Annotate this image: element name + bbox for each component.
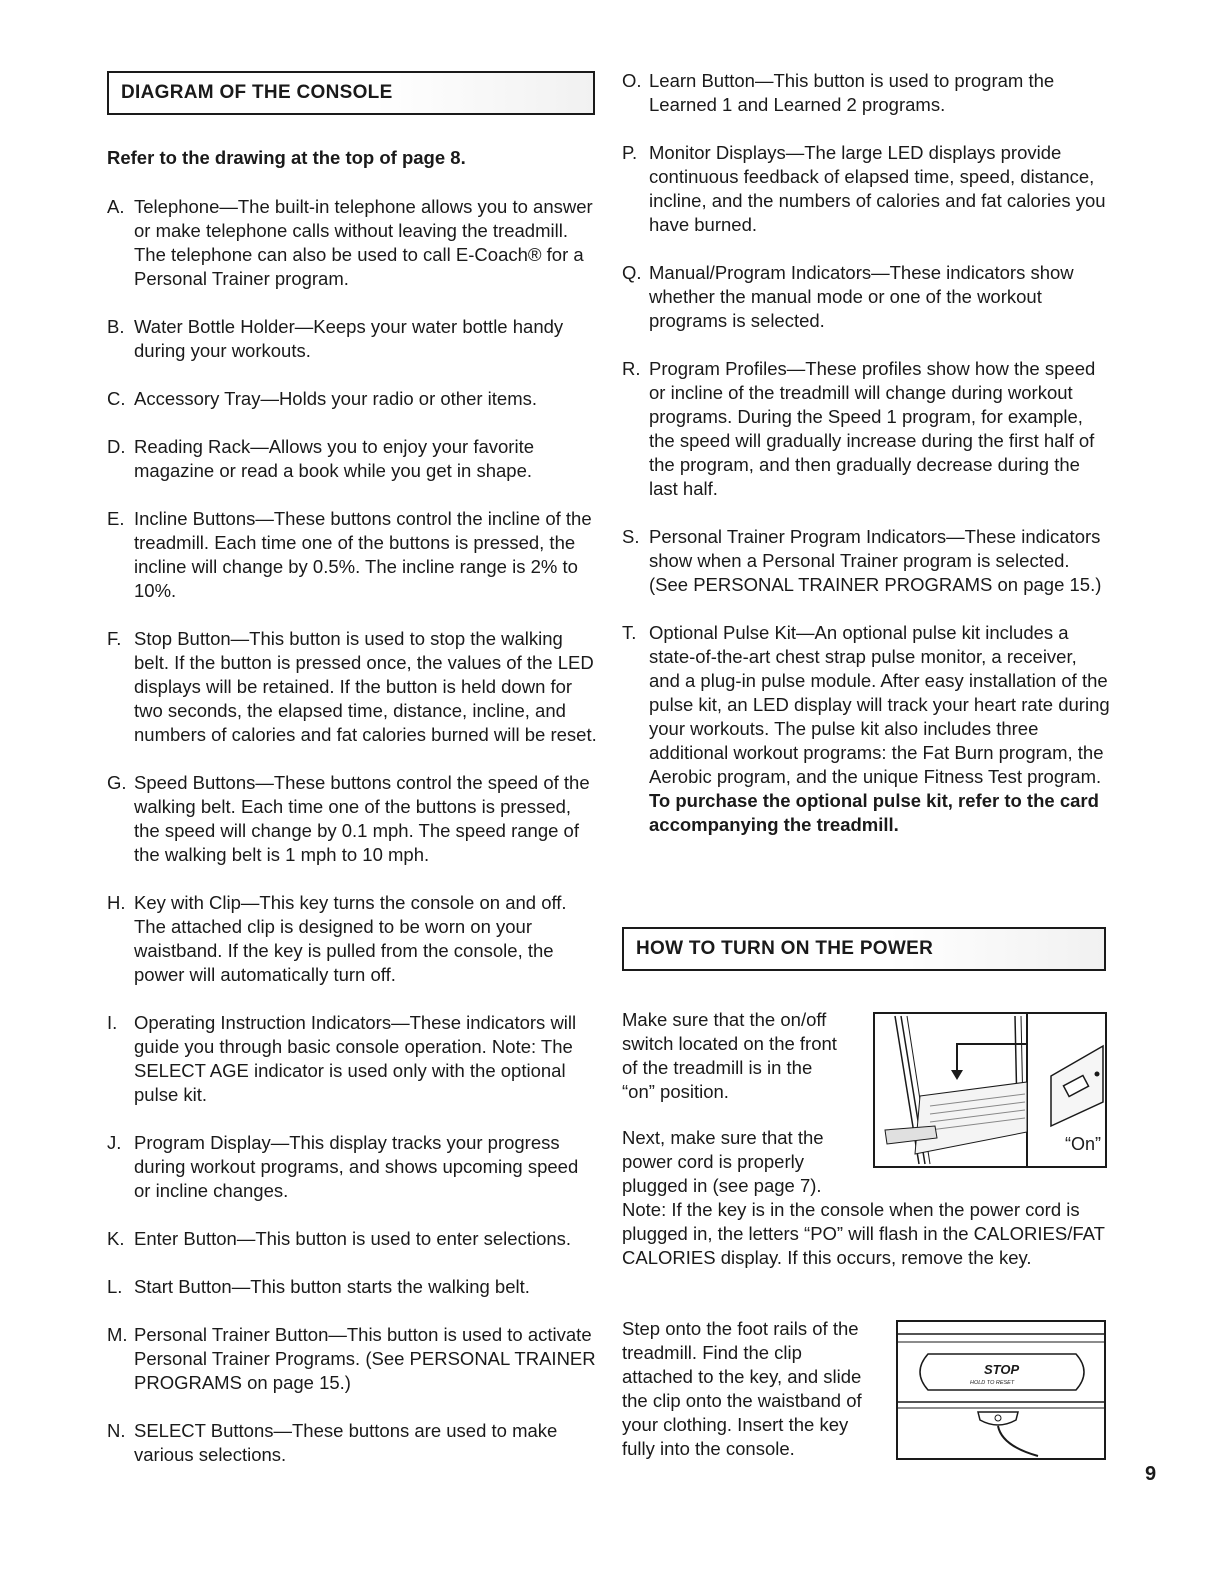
item-text — [134, 891, 599, 987]
item-letter: H. — [107, 892, 126, 913]
list-item — [107, 1275, 599, 1299]
item-body: Learn Button—This button is used to program the Learned 1 and Learned 2 programs. — [649, 70, 1055, 115]
item-text — [134, 627, 599, 747]
item-body: Water Bottle Holder—Keeps your water bottle handy during your workouts. — [134, 316, 564, 361]
list-item — [622, 357, 1112, 501]
list-item — [622, 525, 1112, 597]
item-body: Stop Button—This button is used to stop the walking belt. If the button is pressed once, the values of the LED displays will be retained. If the button is held down for two seconds, the elapsed time, distance, incline, and numbers of calories and fat calories burned will be reset. — [134, 628, 597, 745]
item-text — [134, 1323, 599, 1395]
list-item — [107, 627, 599, 747]
list-item — [107, 1131, 599, 1203]
section-title: HOW TO TURN ON THE POWER — [636, 938, 934, 959]
item-text — [134, 315, 599, 363]
item-body: Enter Button—This button is used to enter selections. — [134, 1228, 572, 1249]
list-item — [107, 315, 599, 363]
item-body: Incline Buttons—These buttons control the incline of the treadmill. Each time one of the buttons is pressed, the incline will change by 0.5%. The incline range is 2% to 10%. — [134, 508, 592, 601]
item-text — [649, 141, 1112, 237]
item-letter: D. — [107, 436, 126, 457]
section-header-power — [622, 927, 1106, 971]
stop-text: STOP — [984, 1362, 1020, 1377]
list-item — [107, 1419, 599, 1467]
item-text — [134, 1419, 599, 1467]
item-letter: C. — [107, 388, 126, 409]
item-text — [649, 525, 1112, 597]
item-text — [134, 435, 599, 483]
stop-subtext: HOLD TO RESET — [970, 1380, 1015, 1386]
list-item — [622, 69, 1112, 117]
section-header-diagram — [107, 71, 595, 115]
stop-key-illustration — [896, 1320, 1106, 1460]
list-item — [622, 141, 1112, 237]
item-body: Start Button—This button starts the walking belt. — [134, 1276, 530, 1297]
item-text — [649, 621, 1112, 837]
item-body: Accessory Tray—Holds your radio or other items. — [134, 388, 538, 409]
item-text — [134, 195, 599, 291]
item-letter: F. — [107, 628, 122, 649]
list-item — [107, 195, 599, 291]
stop-key-drawing — [898, 1322, 1104, 1458]
on-label: “On” — [1065, 1134, 1101, 1154]
power-note: Note: If the key is in the console when the power cord is plugged in, the letters “PO” will flash in the CALORIES/FAT CALORIES display. If this occurs, remove the key. — [622, 1199, 1105, 1268]
section-title: DIAGRAM OF THE CONSOLE — [121, 82, 393, 103]
item-letter: S. — [622, 526, 640, 547]
list-item — [622, 261, 1112, 333]
item-body: Monitor Displays—The large LED displays provide continuous feedback of elapsed time, speed, distance, incline, and the numbers of calories and fat calories you have burned. — [649, 142, 1106, 235]
item-bold-text: To purchase the optional pulse kit, refer to the card accompanying the treadmill. — [649, 790, 1099, 835]
item-letter: B. — [107, 316, 125, 337]
item-body: Personal Trainer Program Indicators—These indicators show when a Personal Trainer program is selected. (See PERSONAL TRAINER PROGRAMS on page 15.) — [649, 526, 1102, 595]
item-text — [649, 69, 1112, 117]
item-text — [134, 1227, 599, 1251]
item-letter: P. — [622, 142, 638, 163]
left-item-list — [107, 195, 599, 1491]
list-item — [107, 1011, 599, 1107]
on-switch-illustration — [873, 1012, 1107, 1168]
list-item — [107, 1227, 599, 1251]
item-body: Key with Clip—This key turns the console on and off. The attached clip is designed to be worn on your waistband. If the key is pulled from the console, the power will automatically turn off. — [134, 892, 567, 985]
item-body: Operating Instruction Indicators—These indicators will guide you through basic console operation. Note: The SELECT AGE indicator is used only with the optional pulse kit. — [134, 1012, 577, 1105]
item-text — [134, 1011, 599, 1107]
page-number: 9 — [1145, 1463, 1157, 1485]
item-body: SELECT Buttons—These buttons are used to make various selections. — [134, 1420, 558, 1465]
item-text — [134, 507, 599, 603]
item-text — [649, 357, 1112, 501]
item-letter: A. — [107, 196, 125, 217]
power-paragraph-2: Next, make sure that the power cord is properly plugged in (see page 7). — [622, 1127, 824, 1196]
item-letter: K. — [107, 1228, 125, 1249]
item-letter: E. — [107, 508, 125, 529]
item-body: Optional Pulse Kit—An optional pulse kit includes a state-of-the-art chest strap pulse monitor, a receiver, and a plug-in pulse module. After easy installation of the pulse kit, an LED display will track your heart rate during your workouts. The pulse kit also includes three additional workout programs: the Fat Burn program, the Aerobic program, and the unique Fitness Test program. — [649, 622, 1110, 787]
item-body: Manual/Program Indicators—These indicators show whether the manual mode or one of the workout programs is selected. — [649, 262, 1074, 331]
power-paragraph-1: Make sure that the on/off switch located on the front of the treadmill is in the “on” position. — [622, 1009, 837, 1102]
item-text — [134, 1131, 599, 1203]
item-letter: L. — [107, 1276, 123, 1297]
item-letter: Q. — [622, 262, 642, 283]
item-text — [649, 261, 1112, 333]
item-body: Telephone—The built-in telephone allows you to answer or make telephone calls without leaving the treadmill. The telephone can also be used to call E-Coach® for a Personal Trainer program. — [134, 196, 593, 289]
item-body: Speed Buttons—These buttons control the speed of the walking belt. Each time one of the buttons is pressed, the speed will change by 0.1 mph. The speed range of the walking belt is 1 mph to 10 mph. — [134, 772, 590, 865]
item-letter: O. — [622, 70, 642, 91]
list-item — [107, 435, 599, 483]
intro-text: Refer to the drawing at the top of page 8. — [107, 147, 466, 168]
list-item — [107, 891, 599, 987]
item-text — [134, 1275, 599, 1299]
item-letter: N. — [107, 1420, 126, 1441]
right-item-list — [622, 69, 1112, 861]
item-body: Program Profiles—These profiles show how the speed or incline of the treadmill will change during workout programs. During the Speed 1 program, for example, the speed will gradually increase during the first half of the program, and then gradually decrease during the last half. — [649, 358, 1096, 499]
item-letter: I. — [107, 1012, 118, 1033]
treadmill-switch-drawing — [875, 1014, 1105, 1166]
list-item — [107, 771, 599, 867]
list-item — [107, 1323, 599, 1395]
item-letter: J. — [107, 1132, 122, 1153]
item-body: Personal Trainer Button—This button is used to activate Personal Trainer Programs. (See PERSONAL TRAINER PROGRAMS on page 15.) — [134, 1324, 596, 1393]
item-letter: T. — [622, 622, 637, 643]
power-paragraph-4: Step onto the foot rails of the treadmill. Find the clip attached to the key, and slide the clip onto the waistband of your clothing. Insert the key fully into the console. — [622, 1318, 862, 1459]
item-letter: R. — [622, 358, 641, 379]
item-text — [134, 771, 599, 867]
list-item — [622, 621, 1112, 837]
item-body: Program Display—This display tracks your progress during workout programs, and shows upcoming speed or incline changes. — [134, 1132, 579, 1201]
item-text — [134, 387, 599, 411]
item-letter: M. — [107, 1324, 128, 1345]
list-item — [107, 387, 599, 411]
item-letter: G. — [107, 772, 127, 793]
item-body: Reading Rack—Allows you to enjoy your favorite magazine or read a book while you get in shape. — [134, 436, 534, 481]
list-item — [107, 507, 599, 603]
